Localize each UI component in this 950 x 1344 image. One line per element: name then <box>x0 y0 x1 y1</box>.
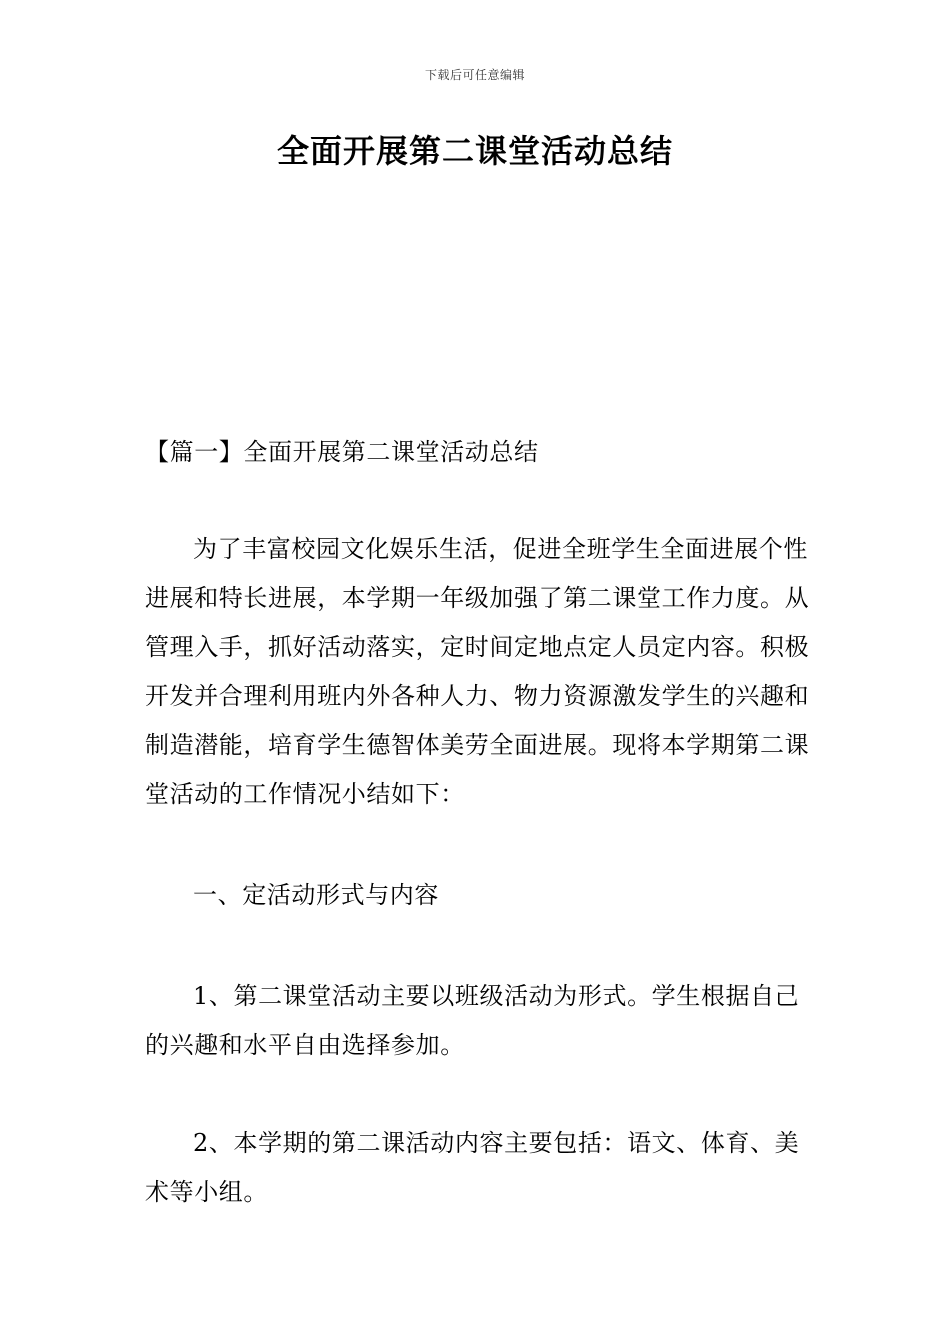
subheading-one: 一、定活动形式与内容 <box>193 881 439 909</box>
document-title: 全面开展第二课堂活动总结 <box>276 132 673 170</box>
intro-paragraph: 为了丰富校园文化娱乐生活，促进全班学生全面进展个性进展和特长进展，本学期一年级加强了第二课堂工作力度。从管理入手，抓好活动落实，定时间定地点定人员定内容。积极开发并合理利用班内外各种人力、物力资源激发学生的兴趣和制造潜能，培育学生德智体美劳全面进展。现将本学期第二课堂活动的工作情况小结如下： <box>145 535 810 808</box>
header-note: 下载后可任意编辑 <box>424 68 525 82</box>
section-heading: 【篇一】全面开展第二课堂活动总结 <box>145 438 539 466</box>
item-one-paragraph: 1、第二课堂活动主要以班级活动为形式。学生根据自己的兴趣和水平自由选择参加。 <box>145 982 800 1059</box>
item-two-paragraph: 2、本学期的第二课活动内容主要包括：语文、体育、美术等小组。 <box>145 1129 800 1206</box>
